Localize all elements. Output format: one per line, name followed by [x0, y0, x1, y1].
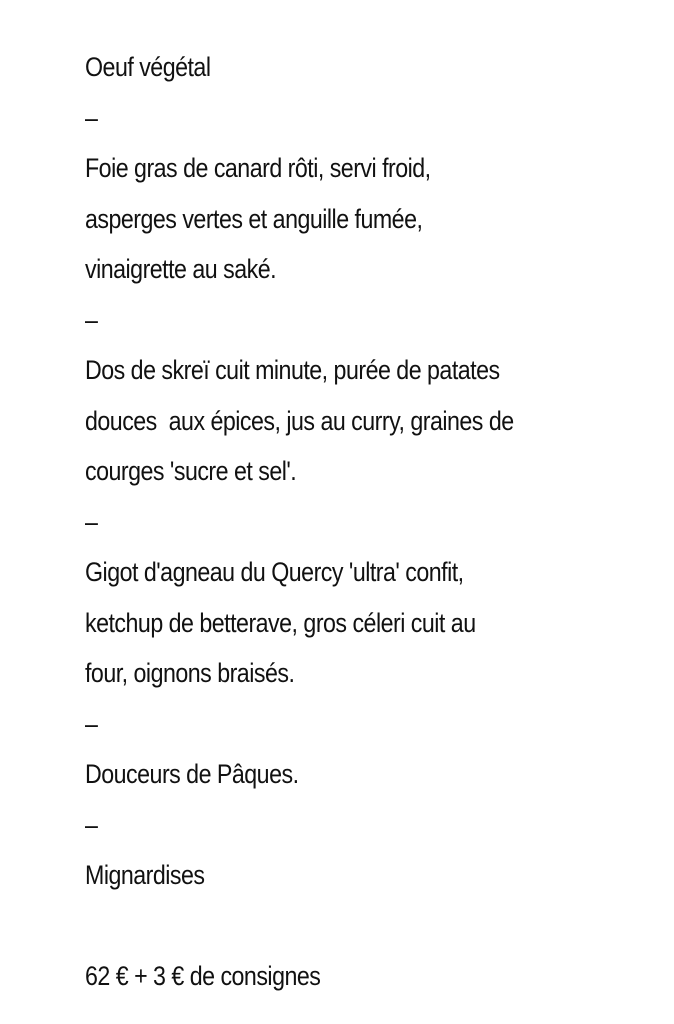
course-agneau-line-3: four, oignons braisés. — [85, 658, 295, 688]
course-oeuf-vegetal: Oeuf végétal — [85, 52, 211, 82]
separator-dash: – — [85, 304, 98, 335]
menu-text — [85, 42, 567, 1002]
separator-dash: – — [85, 102, 98, 133]
course-skrei-line-3: courges 'sucre et sel'. — [85, 456, 297, 486]
course-foie-gras-line-1: Foie gras de canard rôti, servi froid, — [85, 153, 431, 183]
course-foie-gras-line-3: vinaigrette au saké. — [85, 254, 277, 284]
course-agneau-line-2: ketchup de betterave, gros céleri cuit au — [85, 607, 476, 638]
spacer — [85, 901, 567, 952]
course-foie-gras-line-2: asperges vertes et anguille fumée, — [85, 203, 423, 234]
course-skrei-line-2: douces aux épices, jus au curry, graines de — [85, 405, 514, 436]
course-dessert: Douceurs de Pâques. — [85, 759, 299, 789]
menu-price: 62 € + 3 € de consignes — [85, 961, 321, 991]
course-agneau-line-1: Gigot d'agneau du Quercy 'ultra' confit, — [85, 557, 464, 587]
course-skrei-line-1: Dos de skreï cuit minute, purée de patates — [85, 355, 500, 385]
separator-dash: – — [85, 506, 98, 537]
separator-dash: – — [85, 708, 98, 739]
separator-dash: – — [85, 809, 98, 840]
course-mignardises: Mignardises — [85, 860, 205, 890]
